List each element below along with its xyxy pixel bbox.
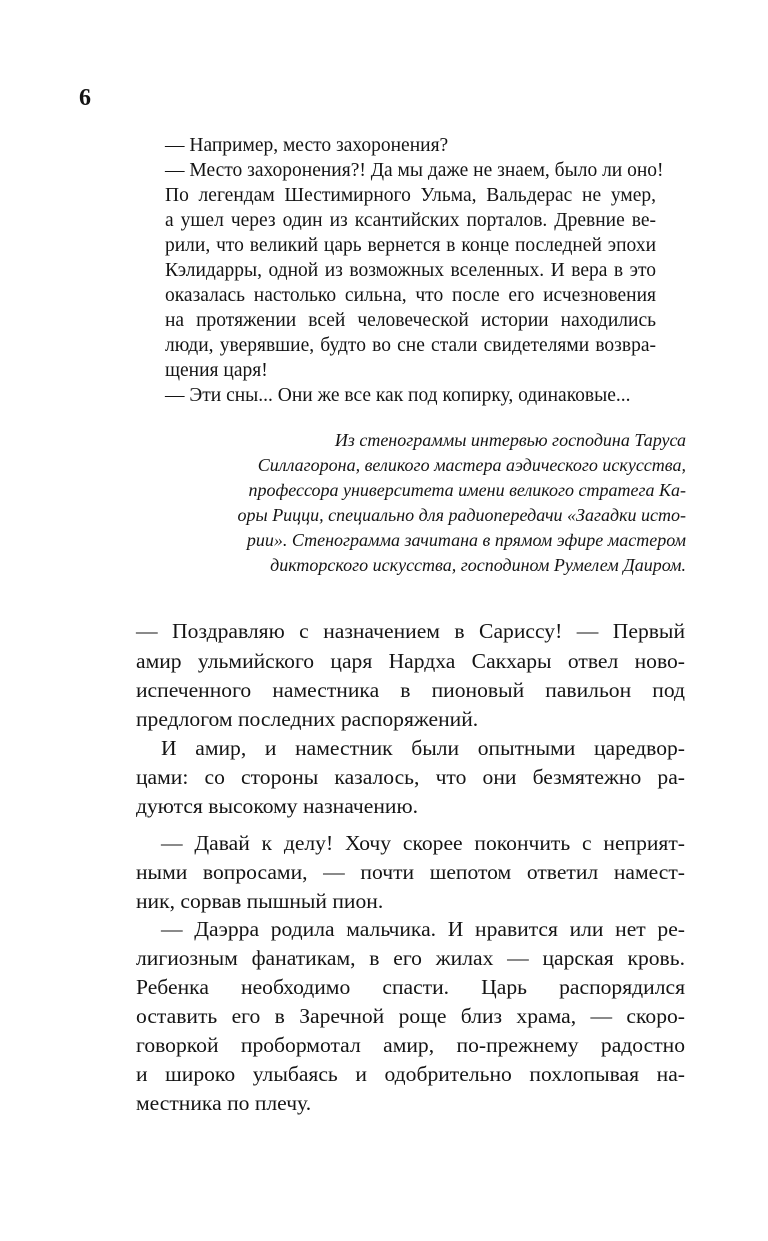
epigraph-line: Кэлидарры, одной из возможных вселенных. И вера в это <box>165 260 656 281</box>
main-line: Ребенка необходимо спасти. Царь распорядился <box>136 975 685 999</box>
main-line: говоркой пробормотал амир, по-прежнему радостно <box>136 1033 685 1057</box>
epigraph-line: люди, уверявшие, будто во сне стали свидетелями возвра- <box>165 335 656 356</box>
source-line: оры Рицци, специально для радиопередачи «Загадки исто- <box>237 505 686 525</box>
main-line: ник, сорвав пышный пион. <box>136 889 384 913</box>
epigraph-line: на протяжении всей человеческой истории находились <box>165 310 656 331</box>
main-line: цами: со стороны казалось, что они безмятежно ра- <box>136 765 685 789</box>
epigraph-line: — Эти сны... Они же все как под копирку, одинаковые... <box>165 385 631 406</box>
main-line: — Давай к делу! Хочу скорее покончить с неприят- <box>161 831 685 855</box>
main-line: амир ульмийского царя Нардха Сакхары отвел ново- <box>136 649 685 673</box>
main-line: ными вопросами, — почти шепотом ответил намест- <box>136 860 685 884</box>
main-line: лигиозным фанатикам, в его жилах — царская кровь. <box>136 946 685 970</box>
epigraph-line: а ушел через один из ксантийских порталов. Древние ве- <box>165 210 656 231</box>
main-line: И амир, и наместник были опытными царедвор- <box>161 736 685 760</box>
source-line: Силлагорона, великого мастера аэдического искусства, <box>257 455 686 475</box>
main-line: — Поздравляю с назначением в Сариссу! — Первый <box>136 619 685 643</box>
epigraph-line: — Например, место захоронения? <box>165 135 449 156</box>
source-line: Из стенограммы интервью господина Таруса <box>334 430 686 450</box>
epigraph-line: рили, что великий царь вернется в конце последней эпохи <box>165 235 656 256</box>
source-line: дикторского искусства, господином Румелем Даиром. <box>270 555 686 575</box>
source-line: рии». Стенограмма зачитана в прямом эфире мастером <box>246 530 686 550</box>
page-number: 6 <box>79 85 91 111</box>
epigraph-line: По легендам Шестимирного Ульма, Вальдерас не умер, <box>165 185 656 206</box>
main-line: местника по плечу. <box>136 1091 312 1115</box>
epigraph-line: щения царя! <box>165 360 268 381</box>
main-line: испеченного наместника в пионовый павильон под <box>136 678 685 702</box>
epigraph-line: — Место захоронения?! Да мы даже не знаем, было ли оно! <box>165 160 664 181</box>
main-line: оставить его в Заречной роще близ храма, — скоро- <box>136 1004 685 1028</box>
main-line: и широко улыбаясь и одобрительно похлопывая на- <box>136 1062 685 1086</box>
source-line: профессора университета имени великого стратега Ка- <box>248 480 686 500</box>
epigraph-line: оказалась настолько сильна, что после его исчезновения <box>165 285 656 306</box>
main-line: предлогом последних распоряжений. <box>136 707 479 731</box>
main-line: — Даэрра родила мальчика. И нравится или нет ре- <box>161 917 685 941</box>
main-line: дуются высокому назначению. <box>136 794 419 818</box>
